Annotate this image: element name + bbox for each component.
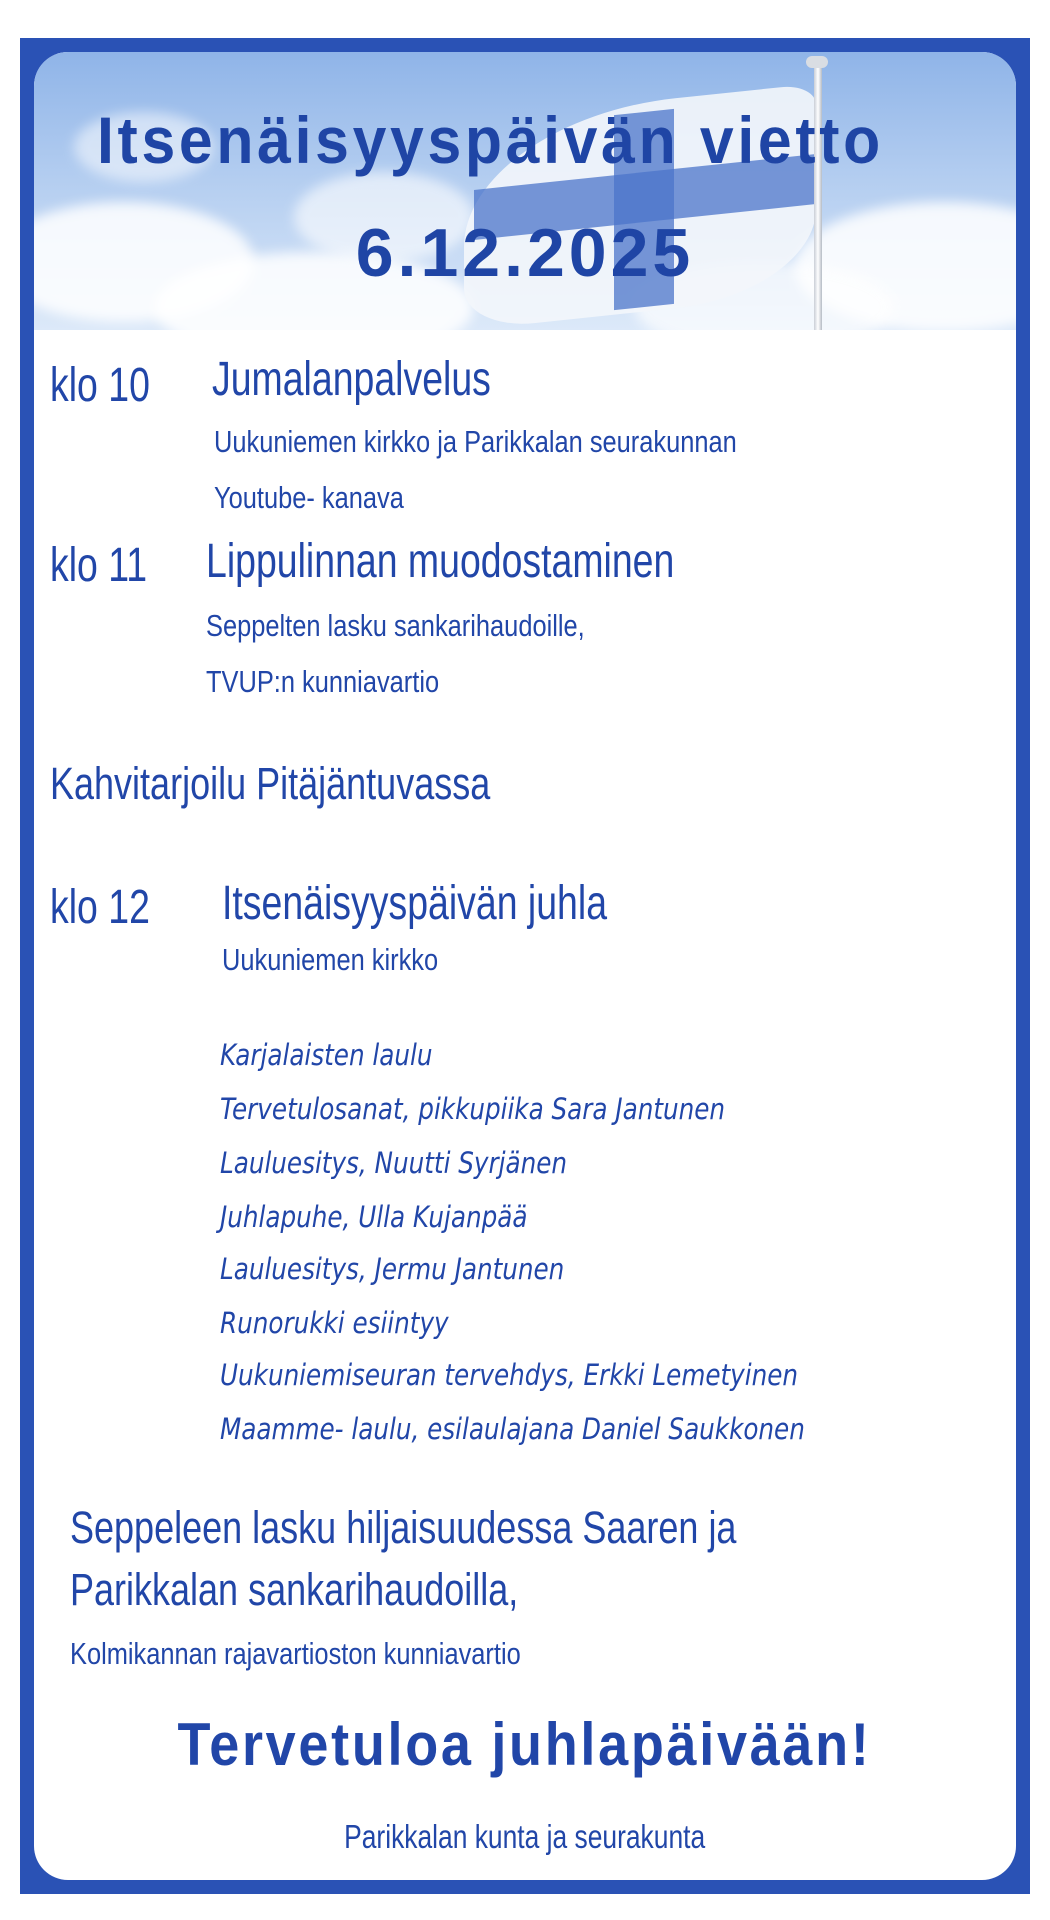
program-item: Juhlapuhe, Ulla Kujanpää xyxy=(220,1200,528,1234)
event-time: klo 10 xyxy=(50,359,150,412)
event-detail: Uukuniemen kirkko ja Parikkalan seurakunnan xyxy=(214,424,737,459)
event-detail: Seppelten lasku sankarihaudoille, xyxy=(206,608,585,643)
program-item: Uukuniemiseuran tervehdys, Erkki Lemetyinen xyxy=(220,1358,799,1392)
honor-guard-note: Kolmikannan rajavartioston kunniavartio xyxy=(70,1636,521,1671)
event-title: Itsenäisyyspäivän juhla xyxy=(222,877,608,930)
page-frame xyxy=(20,38,1030,1894)
program-item: Tervetulosanat, pikkupiika Sara Jantunen xyxy=(220,1092,726,1126)
wreath-note: Seppeleen lasku hiljaisuudessa Saaren ja xyxy=(70,1502,737,1553)
poster-card xyxy=(34,52,1016,1880)
program-item: Karjalaisten laulu xyxy=(220,1038,433,1072)
event-time: klo 12 xyxy=(50,881,150,934)
program-item: Runorukki esiintyy xyxy=(220,1306,449,1340)
organizer-footer: Parikkalan kunta ja seurakunta xyxy=(344,1818,706,1855)
event-detail: TVUP:n kunniavartio xyxy=(206,664,440,699)
header-banner xyxy=(34,52,1016,330)
coffee-note: Kahvitarjoilu Pitäjäntuvassa xyxy=(50,758,491,809)
event-location: Uukuniemen kirkko xyxy=(222,942,439,977)
event-title: Jumalanpalvelus xyxy=(212,353,491,406)
page-title: Itsenäisyyspäivän vietto xyxy=(97,103,885,177)
event-date: 6.12.2025 xyxy=(355,215,695,291)
program-item: Lauluesitys, Nuutti Syrjänen xyxy=(220,1146,567,1180)
event-time: klo 11 xyxy=(50,539,148,592)
program-item: Lauluesitys, Jermu Jantunen xyxy=(220,1252,565,1286)
event-title: Lippulinnan muodostaminen xyxy=(206,535,675,588)
wreath-note: Parikkalan sankarihaudoilla, xyxy=(70,1564,519,1615)
event-detail: Youtube- kanava xyxy=(214,480,404,515)
program-item: Maamme- laulu, esilaulajana Daniel Saukkonen xyxy=(220,1412,805,1446)
welcome-text: Tervetuloa juhlapäivään! xyxy=(178,1711,872,1778)
